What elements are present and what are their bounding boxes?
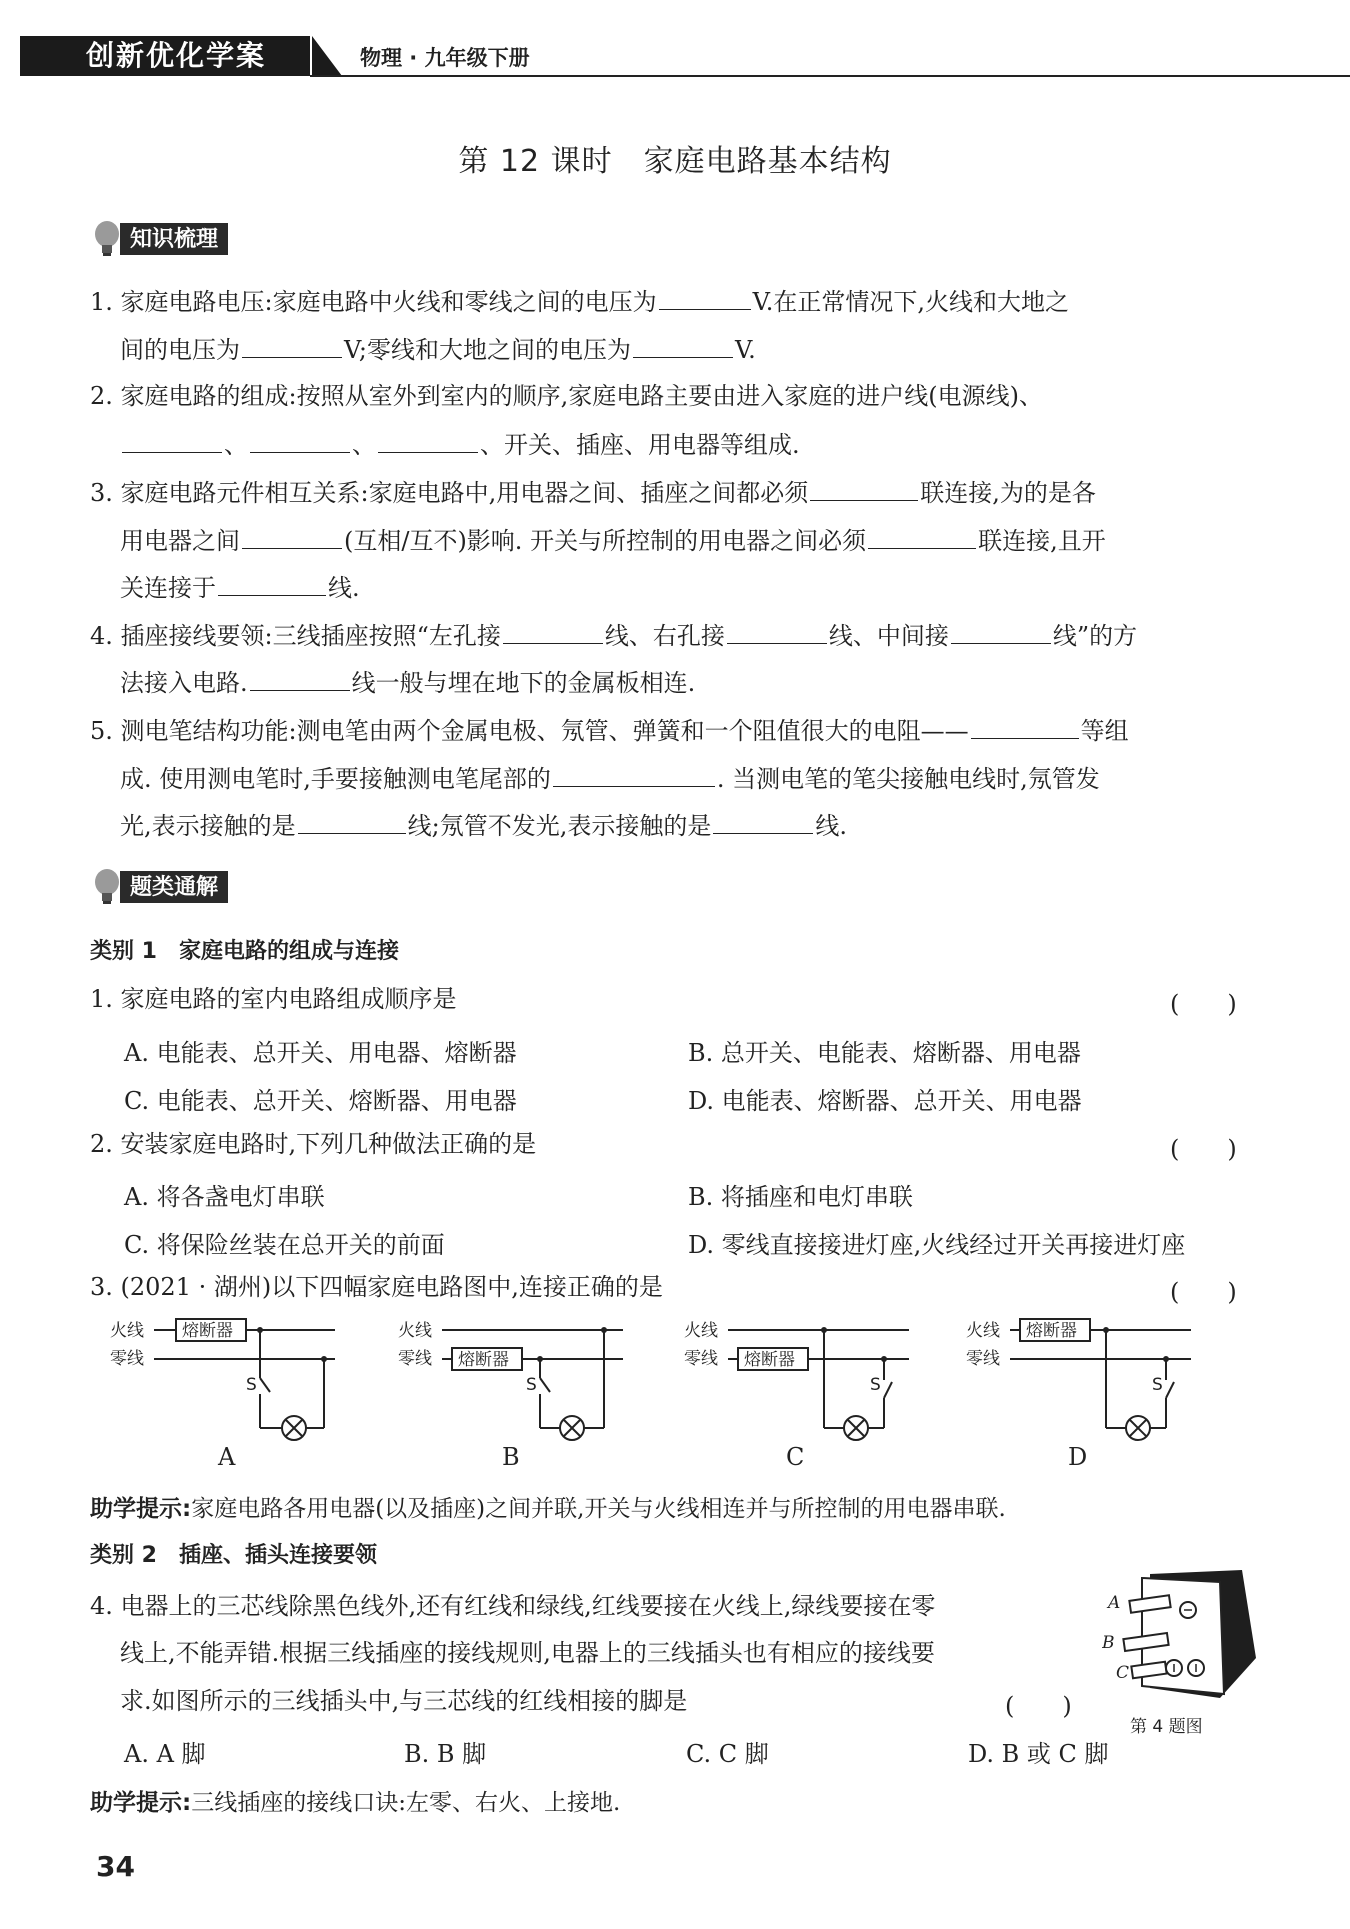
answer-paren: ( ) bbox=[1170, 990, 1237, 1018]
answer-paren: ( ) bbox=[1005, 1692, 1072, 1720]
q4-option-b: B. B 脚 bbox=[404, 1740, 487, 1768]
q1-option-d: D. 电能表、熔断器、总开关、用电器 bbox=[688, 1087, 1082, 1115]
svg-text:熔断器: 熔断器 bbox=[1026, 1321, 1077, 1341]
circuit-label-a: A bbox=[218, 1443, 236, 1471]
subject-title: 物理 · 九年级下册 bbox=[360, 46, 530, 70]
lightbulb-icon bbox=[92, 220, 122, 258]
lesson-title: 第 12 课时 家庭电路基本结构 bbox=[458, 144, 892, 179]
knowledge-4-line2: 法接入电路. 线一般与埋在地下的金属板相连. bbox=[120, 666, 695, 698]
answer-paren: ( ) bbox=[1170, 1278, 1237, 1306]
svg-text:A: A bbox=[1108, 1593, 1121, 1613]
circuit-diagram-b bbox=[398, 1318, 628, 1448]
question-4-line3: 求.如图所示的三线插头中,与三芯线的红线相接的脚是 bbox=[120, 1687, 688, 1715]
knowledge-3-line2: 用电器之间 (互相/互不)影响. 开关与所控制的用电器之间必须 联连接,且开 bbox=[120, 524, 1106, 556]
knowledge-3-line1: 3. 家庭电路元件相互关系:家庭电路中,用电器之间、插座之间都必须 联连接,为的是各 bbox=[90, 476, 1096, 508]
figure-caption: 第 4 题图 bbox=[1130, 1717, 1203, 1737]
q1-option-b: B. 总开关、电能表、熔断器、用电器 bbox=[688, 1039, 1081, 1067]
svg-text:熔断器: 熔断器 bbox=[458, 1350, 509, 1370]
hint-2: 助学提示:三线插座的接线口诀:左零、右火、上接地. bbox=[90, 1790, 621, 1816]
question-1: 1. 家庭电路的室内电路组成顺序是 bbox=[90, 985, 457, 1013]
svg-text:零线: 零线 bbox=[966, 1349, 1000, 1369]
lightbulb-icon bbox=[92, 868, 122, 906]
svg-text:火线: 火线 bbox=[398, 1321, 432, 1341]
circuit-diagram-a bbox=[110, 1318, 340, 1448]
section-label: 知识梳理 bbox=[120, 223, 228, 255]
question-2: 2. 安装家庭电路时,下列几种做法正确的是 bbox=[90, 1130, 537, 1158]
category-1-title: 类别 1 家庭电路的组成与连接 bbox=[90, 939, 399, 964]
circuit-label-d: D bbox=[1068, 1443, 1088, 1471]
knowledge-5-line2: 成. 使用测电笔时,手要接触测电笔尾部的 . 当测电笔的笔尖接触电线时,氖管发 bbox=[120, 762, 1100, 794]
circuit-label-c: C bbox=[786, 1443, 805, 1471]
brand-logo: 创新优化学案 bbox=[20, 36, 310, 76]
q4-option-d: D. B 或 C 脚 bbox=[968, 1740, 1109, 1768]
circuit-diagram-c bbox=[684, 1318, 914, 1448]
q4-option-c: C. C 脚 bbox=[686, 1740, 769, 1768]
svg-text:熔断器: 熔断器 bbox=[182, 1321, 233, 1341]
svg-text:B: B bbox=[1102, 1633, 1115, 1653]
q1-option-c: C. 电能表、总开关、熔断器、用电器 bbox=[124, 1087, 517, 1115]
knowledge-3-line3: 关连接于 线. bbox=[120, 571, 360, 603]
q2-option-c: C. 将保险丝装在总开关的前面 bbox=[124, 1231, 445, 1259]
category-2-title: 类别 2 插座、插头连接要领 bbox=[90, 1543, 377, 1568]
circuit-diagram-d bbox=[966, 1318, 1196, 1448]
header-rule bbox=[310, 75, 1350, 77]
svg-text:S: S bbox=[526, 1375, 537, 1395]
three-pin-plug-figure bbox=[1102, 1568, 1262, 1718]
q1-option-a: A. 电能表、总开关、用电器、熔断器 bbox=[124, 1039, 517, 1067]
header-bar bbox=[20, 36, 1110, 80]
hint-1: 助学提示:家庭电路各用电器(以及插座)之间并联,开关与火线相连并与所控制的用电器串联. bbox=[90, 1496, 1006, 1522]
knowledge-1-line1: 1. 家庭电路电压:家庭电路中火线和零线之间的电压为 V.在正常情况下,火线和大地之 bbox=[90, 285, 1069, 317]
q2-option-a: A. 将各盏电灯串联 bbox=[124, 1183, 325, 1211]
svg-text:零线: 零线 bbox=[398, 1349, 432, 1369]
svg-text:S: S bbox=[1152, 1375, 1163, 1395]
knowledge-4-line1: 4. 插座接线要领:三线插座按照“左孔接 线、右孔接 线、中间接 线”的方 bbox=[90, 619, 1137, 651]
section-label: 题类通解 bbox=[120, 871, 228, 903]
question-3: 3. (2021 · 湖州)以下四幅家庭电路图中,连接正确的是 bbox=[90, 1273, 663, 1301]
knowledge-5-line3: 光,表示接触的是 线;氖管不发光,表示接触的是 线. bbox=[120, 809, 847, 841]
knowledge-1-line2: 间的电压为 V;零线和大地之间的电压为 V. bbox=[120, 333, 756, 365]
section-types bbox=[92, 870, 228, 904]
svg-text:C: C bbox=[1116, 1663, 1130, 1683]
svg-text:零线: 零线 bbox=[684, 1349, 718, 1369]
svg-text:火线: 火线 bbox=[966, 1321, 1000, 1341]
svg-text:火线: 火线 bbox=[110, 1321, 144, 1341]
circuit-label-b: B bbox=[502, 1443, 520, 1471]
q2-option-d: D. 零线直接接进灯座,火线经过开关再接进灯座 bbox=[688, 1231, 1186, 1259]
svg-text:火线: 火线 bbox=[684, 1321, 718, 1341]
question-4-line1: 4. 电器上的三芯线除黑色线外,还有红线和绿线,红线要接在火线上,绿线要接在零 bbox=[90, 1592, 936, 1620]
question-4-line2: 线上,不能弄错.根据三线插座的接线规则,电器上的三线插头也有相应的接线要 bbox=[120, 1639, 935, 1667]
answer-paren: ( ) bbox=[1170, 1135, 1237, 1163]
knowledge-5-line1: 5. 测电笔结构功能:测电笔由两个金属电极、氖管、弹簧和一个阻值很大的电阻—— 等组 bbox=[90, 714, 1129, 746]
brand-tab bbox=[312, 36, 342, 76]
knowledge-2-line2: 、 、 、开关、插座、用电器等组成. bbox=[120, 428, 800, 460]
svg-text:熔断器: 熔断器 bbox=[744, 1350, 795, 1370]
section-knowledge bbox=[92, 222, 228, 256]
q4-option-a: A. A 脚 bbox=[124, 1740, 206, 1768]
q2-option-b: B. 将插座和电灯串联 bbox=[688, 1183, 913, 1211]
svg-text:零线: 零线 bbox=[110, 1349, 144, 1369]
page-number: 34 bbox=[96, 1850, 135, 1883]
svg-text:S: S bbox=[246, 1375, 257, 1395]
knowledge-2-line1: 2. 家庭电路的组成:按照从室外到室内的顺序,家庭电路主要由进入家庭的进户线(电源线)、 bbox=[90, 382, 1043, 410]
svg-text:S: S bbox=[870, 1375, 881, 1395]
